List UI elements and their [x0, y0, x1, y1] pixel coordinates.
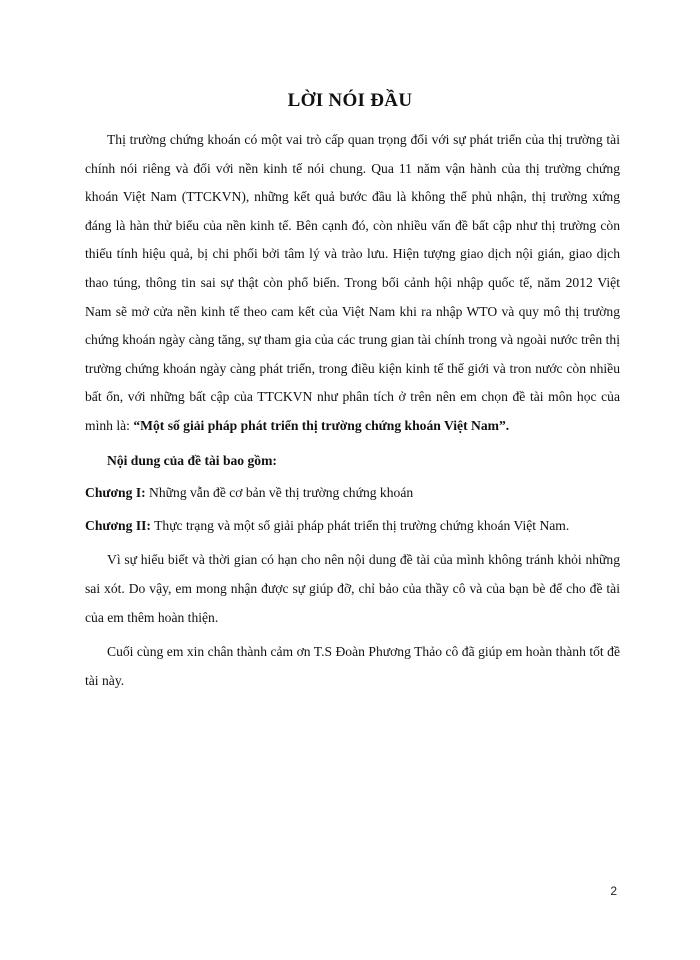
intro-text: Thị trường chứng khoán có một vai trò cấp quan trọng đối với sự phát triển của thị trường tài chính nói riêng và đối với nền kinh tế nói chung. Qua 11 năm vận hành của thị trường chứng khoán Việt Nam (TTCKVN), những kết quả bước đầu là không thể phủ nhận, thị trường xứng đáng là hàn thử biểu của nền kinh tế. Bên cạnh đó, còn nhiều vấn đề bất cập như thị trường còn thiếu tính hiệu quả, bị chi phối bởi tâm lý và trào lưu. Hiện tượng giao dịch nội gián, giao dịch thao túng, thông tin sai sự thật còn phổ biến. Trong bối cảnh hội nhập quốc tế, năm 2012 Việt Nam sẽ mở cửa nền kinh tế theo cam kết của Việt Nam khi ra nhập WTO và quy mô thị trường chứng khoán ngày càng tăng, sự tham gia của các trung gian tài chính trong và ngoài nước trên thị trường chứng khoán ngày càng phát triển, trong điều kiện kinh tế thế giới và tron nước còn nhiều bất ổn, với những bất cập của TTCKVN như phân tích ở trên nên em chọn đề tài môn học của mình là: [85, 132, 620, 433]
limitation-paragraph: Vì sự hiểu biết và thời gian có hạn cho nên nội dung đề tài của mình không tránh khỏi những sai xót. Do vậy, em mong nhận được sự giúp đỡ, chỉ bảo của thầy cô và của bạn bè để cho đề tài của em thêm hoàn thiện. [85, 552, 620, 625]
chapter-label: Chương II: [85, 517, 151, 533]
content-heading: Nội dung của đề tài bao gồm: [107, 452, 277, 468]
chapter-item [85, 479, 620, 508]
thanks-paragraph: Cuối cùng em xin chân thành cảm ơn T.S Đoàn Phương Thảo cô đã giúp em hoàn thành tốt đề tài này. [85, 644, 620, 688]
chapter-text: Những vẫn đề cơ bản về thị trường chứng khoán [145, 485, 414, 501]
chapter-label: Chương I: [85, 485, 146, 501]
page-number: 2 [610, 884, 617, 898]
topic-quote: “Một số giải pháp phát triển thị trường chứng khoán Việt Nam”. [133, 417, 510, 433]
intro-paragraph [85, 126, 620, 441]
chapter-item [85, 512, 620, 541]
page-title: LỜI NÓI ĐẦU [287, 90, 413, 111]
chapter-text: Thực trạng và một số giải pháp phát triển thị trường chứng khoán Việt Nam. [150, 517, 570, 533]
document-body [85, 126, 620, 695]
